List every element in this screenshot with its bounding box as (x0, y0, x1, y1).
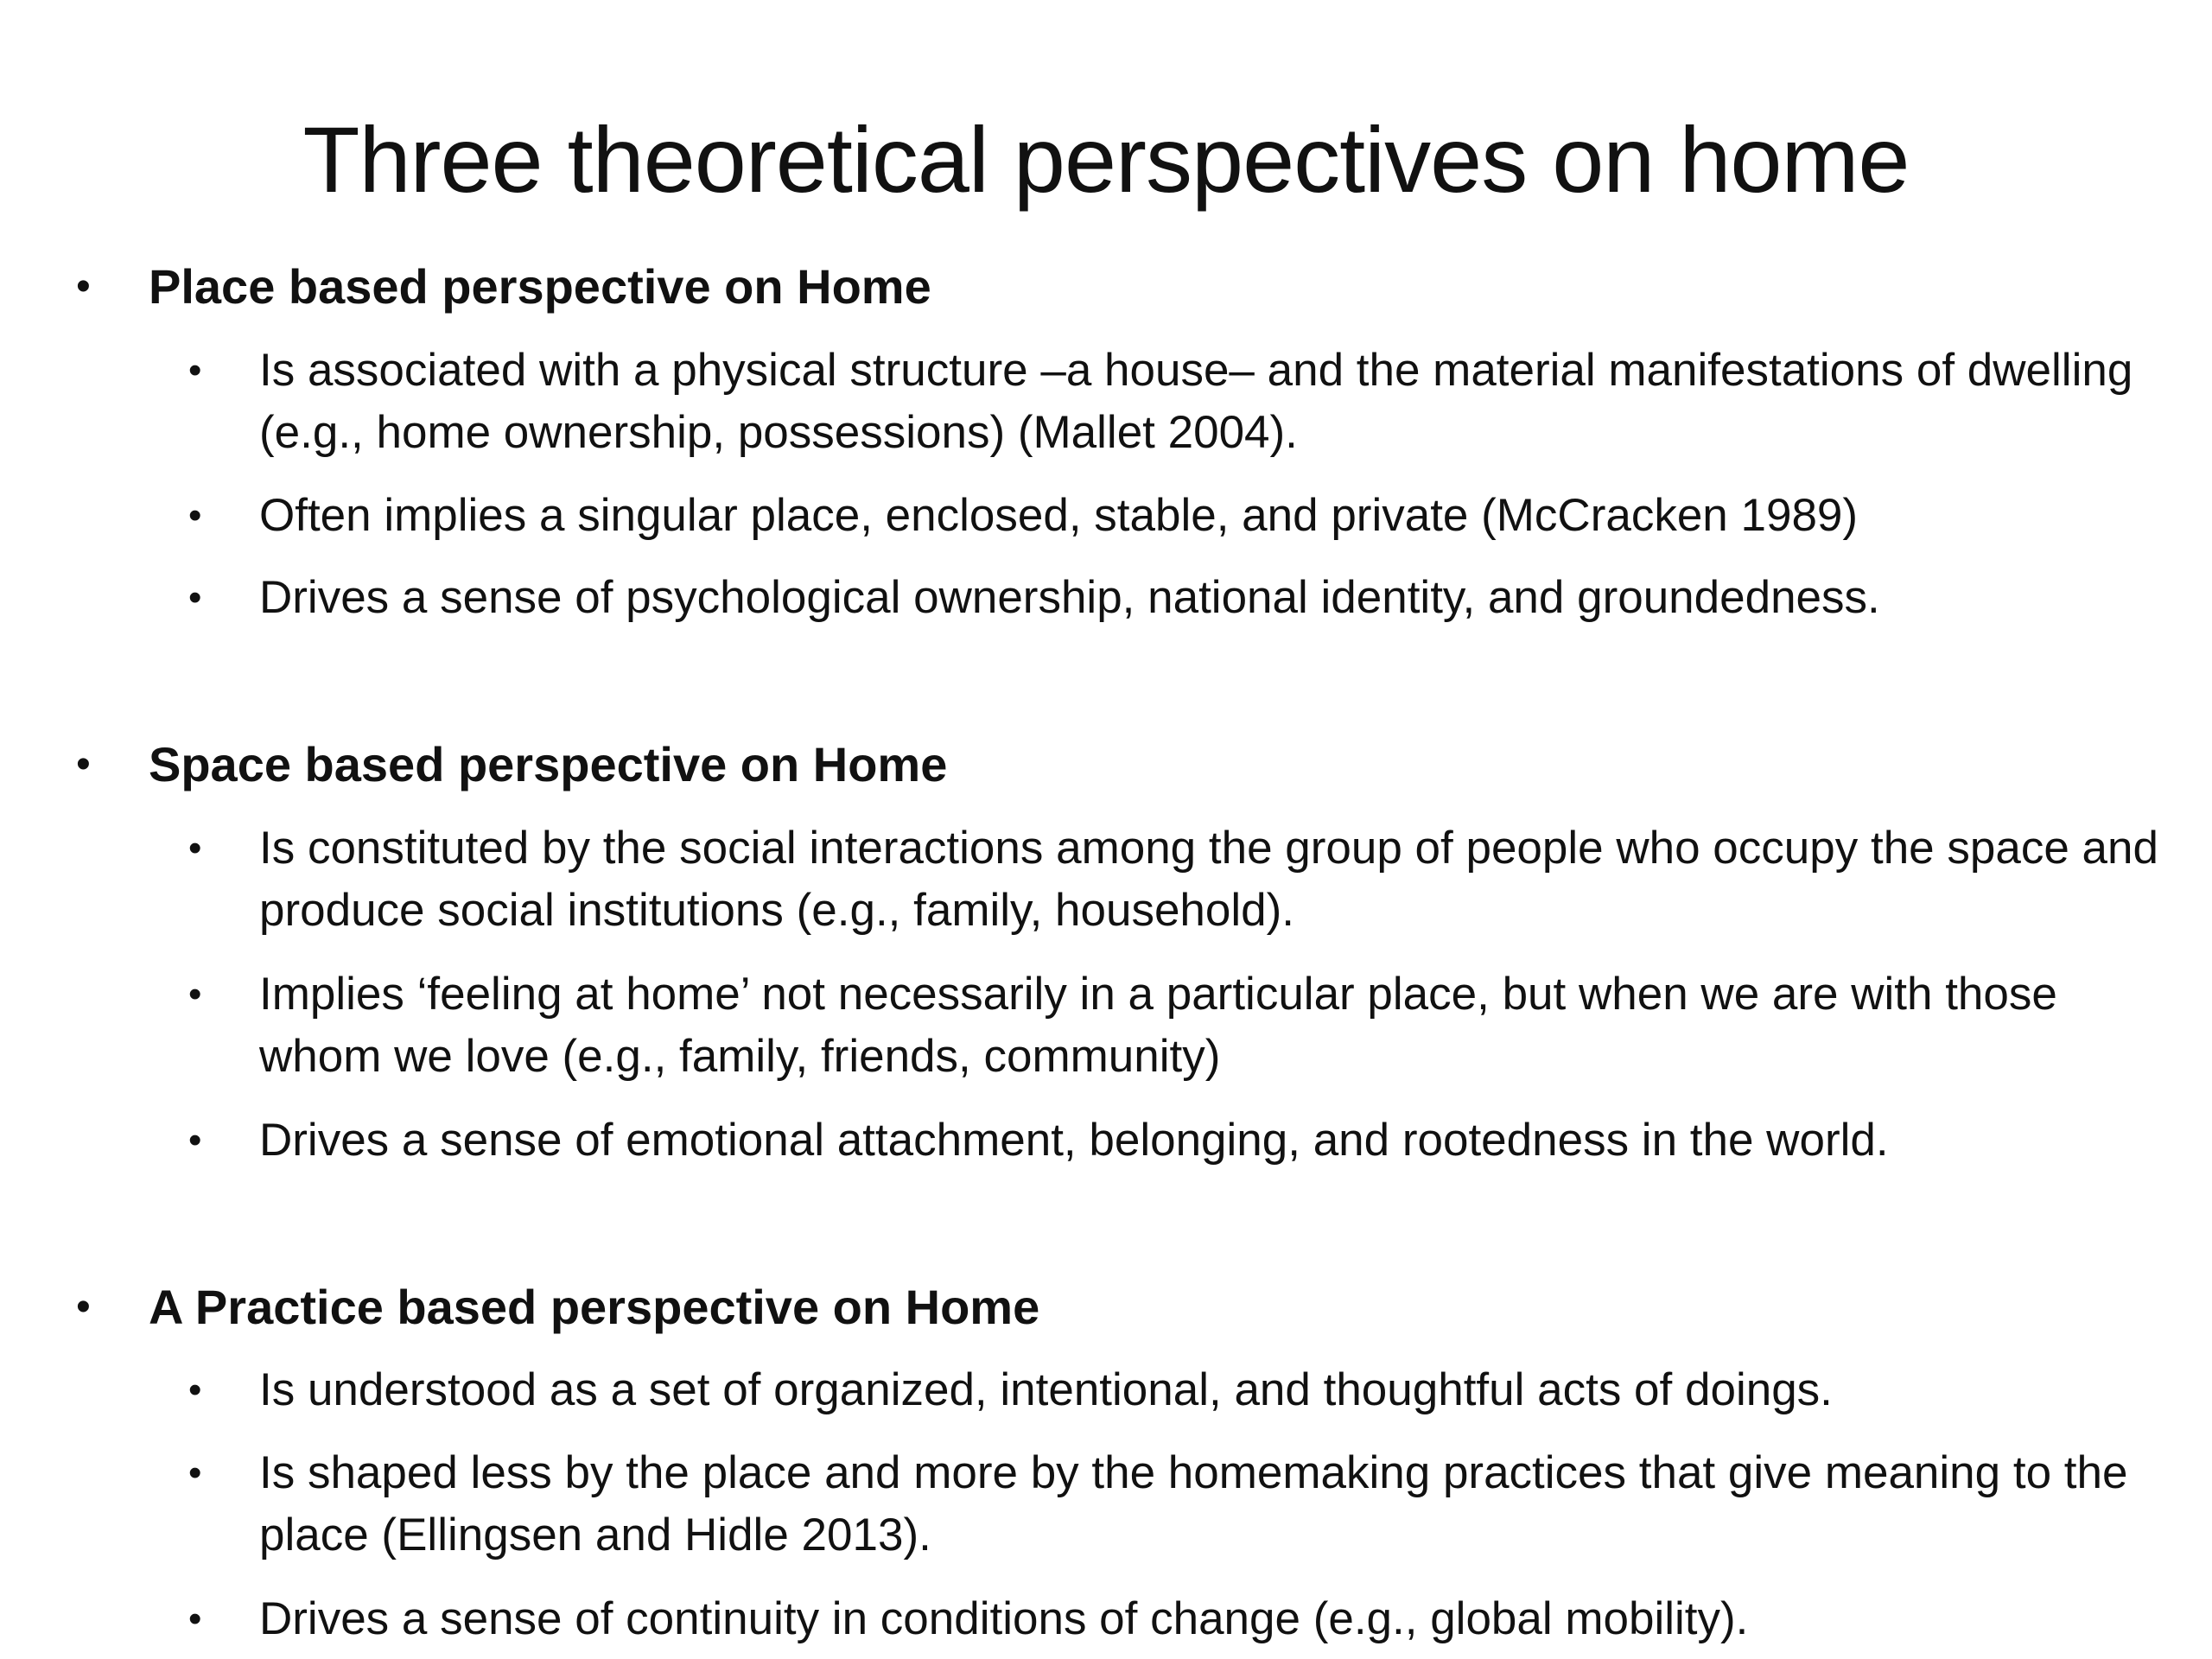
section-bullet: • (76, 741, 91, 787)
section-bullet: • (76, 1284, 91, 1330)
item-bullet: • (188, 1598, 202, 1640)
item-bullet: • (188, 827, 202, 869)
slide-title: Three theoretical perspectives on home (302, 107, 1910, 212)
item-bullet: • (188, 494, 202, 537)
list-item: Is associated with a physical structure –a house– and the material manifestations of dwelling (e.g., home ownership, possessions) (Mallet 2004). (259, 345, 2133, 458)
item-bullet: • (188, 973, 202, 1015)
list-item: Drives a sense of continuity in conditions of change (e.g., global mobility). (259, 1593, 1749, 1644)
list-item: Implies ‘feeling at home’ not necessarily in a particular place, but when we are with those whom we love (e.g., family, friends, community) (259, 969, 2057, 1082)
list-item: Drives a sense of emotional attachment, belonging, and rootedness in the world. (259, 1115, 1889, 1166)
list-item: Is understood as a set of organized, intentional, and thoughtful acts of doings. (259, 1364, 1833, 1415)
section-heading-space: Space based perspective on Home (149, 737, 948, 791)
item-bullet: • (188, 1119, 202, 1161)
section-heading-practice: A Practice based perspective on Home (149, 1280, 1040, 1334)
item-bullet: • (188, 576, 202, 619)
list-item: Is shaped less by the place and more by the homemaking practices that give meaning to the place (Ellingsen and Hidle 2013). (259, 1447, 2128, 1560)
list-item: Often implies a singular place, enclosed, stable, and private (McCracken 1989) (259, 490, 1859, 541)
section-heading-place: Place based perspective on Home (149, 259, 931, 314)
item-bullet: • (188, 349, 202, 391)
section-bullet: • (76, 264, 91, 309)
list-item: Is constituted by the social interactions among the group of people who occupy the space and produce social institutions (e.g., family, household). (259, 823, 2158, 936)
list-item: Drives a sense of psychological ownership, national identity, and groundedness. (259, 572, 1880, 623)
item-bullet: • (188, 1369, 202, 1411)
item-bullet: • (188, 1452, 202, 1494)
